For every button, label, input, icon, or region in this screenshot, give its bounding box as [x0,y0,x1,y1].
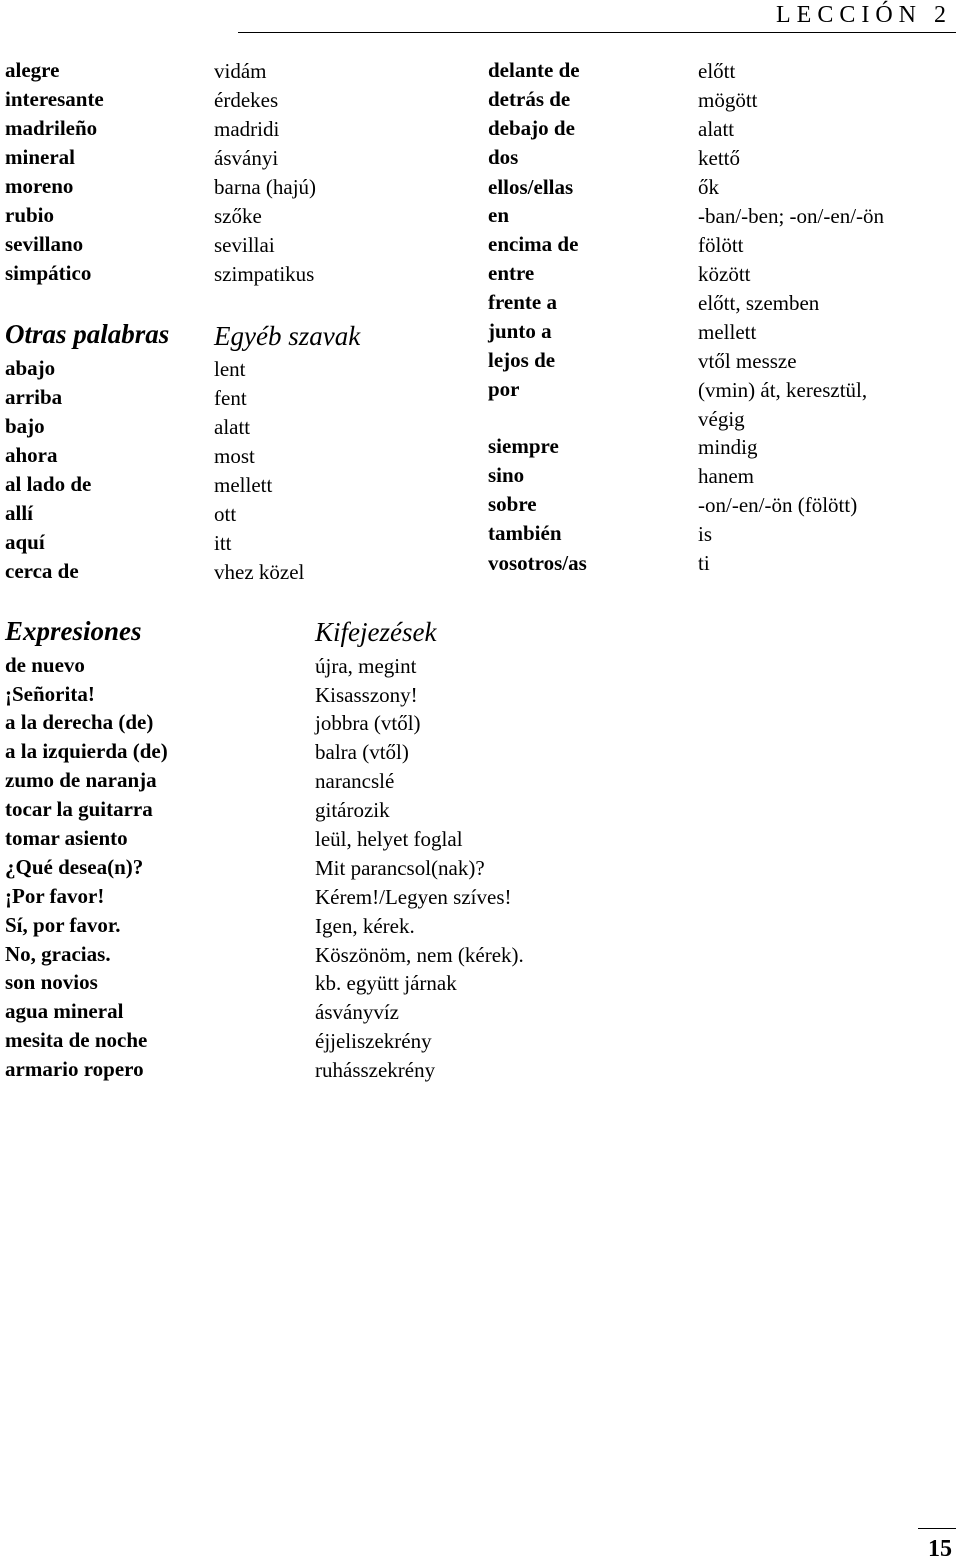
vocab-term: por [488,377,520,401]
vocab-translation: mellett [698,320,757,344]
vocab-translation: alatt [698,117,735,141]
expression-translation: kb. együtt járnak [315,971,457,995]
expression-translation: balra (vtől) [315,740,409,764]
expression-translation: Kisasszony! [315,683,418,707]
vocab-translation: végig [698,407,745,431]
expresiones-title-hu: Kifejezések [315,617,437,647]
expression-translation: éjjeliszekrény [315,1029,432,1053]
vocab-translation: alatt [214,415,251,439]
vocab-term: vosotros/as [488,551,587,575]
vocab-translation: fent [214,386,247,410]
expression-translation: Igen, kérek. [315,914,415,938]
expression-translation: Kérem!/Legyen szíves! [315,885,512,909]
expression-translation: ruhásszekrény [315,1058,436,1082]
vocab-term: encima de [488,232,579,256]
vocab-translation: -on/-en/-ön (fölött) [698,493,858,517]
vocab-translation: szimpatikus [214,262,315,286]
vocab-term: siempre [488,434,559,458]
vocab-term: ellos/ellas [488,175,574,199]
vocab-translation: barna (hajú) [214,175,317,199]
expression-term: ¡Señorita! [5,682,95,706]
expression-term: zumo de naranja [5,768,157,792]
vocab-translation: madridi [214,117,280,141]
vocab-term: arriba [5,385,63,409]
vocab-term: al lado de [5,472,92,496]
vocab-translation: ott [214,502,237,526]
vocab-term: detrás de [488,87,571,111]
expression-translation: jobbra (vtől) [315,711,421,735]
vocab-translation: előtt [698,59,736,83]
vocab-translation: vhez közel [214,560,305,584]
vocab-term: aquí [5,530,45,554]
vocab-term: sino [488,463,525,487]
expresiones-title-es: Expresiones [5,616,142,646]
vocab-term: delante de [488,58,580,82]
vocab-translation: között [698,262,751,286]
expression-term: ¿Qué desea(n)? [5,855,144,879]
expression-term: tocar la guitarra [5,797,153,821]
vocab-translation: mögött [698,88,758,112]
vocab-term: junto a [488,319,552,343]
vocab-term: dos [488,145,519,169]
expression-translation: ásványvíz [315,1000,399,1024]
vocab-term: debajo de [488,116,575,140]
expression-term: tomar asiento [5,826,128,850]
vocab-translation: vidám [214,59,267,83]
vocab-term: lejos de [488,348,556,372]
header-rule [238,32,956,33]
otras-title-hu: Egyéb szavak [214,321,361,351]
vocab-translation: sevillai [214,233,275,257]
vocab-translation: ásványi [214,146,279,170]
vocab-translation: fölött [698,233,744,257]
vocab-translation: lent [214,357,246,381]
expression-translation: gitározik [315,798,390,822]
expression-term: a la derecha (de) [5,710,154,734]
vocab-term: frente a [488,290,557,314]
vocab-term: simpático [5,261,92,285]
vocab-translation: itt [214,531,232,555]
vocab-term: también [488,521,562,545]
vocab-term: sobre [488,492,537,516]
vocab-term: ahora [5,443,58,467]
expression-translation: újra, megint [315,654,417,678]
vocab-translation: hanem [698,464,754,488]
vocab-translation: vtől messze [698,349,797,373]
vocab-term: abajo [5,356,56,380]
vocab-translation: is [698,522,713,546]
vocab-term: bajo [5,414,45,438]
expression-translation: Köszönöm, nem (kérek). [315,943,524,967]
expression-translation: leül, helyet foglal [315,827,463,851]
expression-term: Sí, por favor. [5,913,121,937]
expression-term: mesita de noche [5,1028,148,1052]
vocab-term: allí [5,501,34,525]
expression-term: agua mineral [5,999,124,1023]
vocab-translation: mellett [214,473,273,497]
vocab-term: entre [488,261,535,285]
vocab-translation: (vmin) át, keresztül, [698,378,868,402]
vocab-translation: szőke [214,204,262,228]
otras-title-es: Otras palabras [5,319,170,349]
expression-translation: Mit parancsol(nak)? [315,856,485,880]
vocab-translation: ők [698,175,719,199]
expression-term: son novios [5,970,98,994]
vocab-term: interesante [5,87,104,111]
page-header: LECCIÓN 2 [776,2,952,28]
vocab-term: cerca de [5,559,79,583]
vocab-term: moreno [5,174,74,198]
vocab-translation: mindig [698,435,758,459]
vocab-translation: ti [698,551,710,575]
vocab-term: mineral [5,145,75,169]
vocab-translation: előtt, szemben [698,291,820,315]
expression-term: ¡Por favor! [5,884,105,908]
vocab-translation: kettő [698,146,740,170]
vocab-translation: most [214,444,255,468]
expression-term: armario ropero [5,1057,144,1081]
vocab-translation: -ban/-ben; -on/-en/-ön [698,204,885,228]
page-number: 15 [928,1536,952,1562]
expression-term: de nuevo [5,653,85,677]
expression-term: a la izquierda (de) [5,739,168,763]
vocab-term: alegre [5,58,60,82]
vocab-term: madrileño [5,116,98,140]
expression-translation: narancslé [315,769,395,793]
footer-rule [918,1528,956,1529]
vocab-translation: érdekes [214,88,279,112]
vocab-term: rubio [5,203,55,227]
expression-term: No, gracias. [5,942,111,966]
vocab-term: en [488,203,509,227]
vocab-term: sevillano [5,232,84,256]
